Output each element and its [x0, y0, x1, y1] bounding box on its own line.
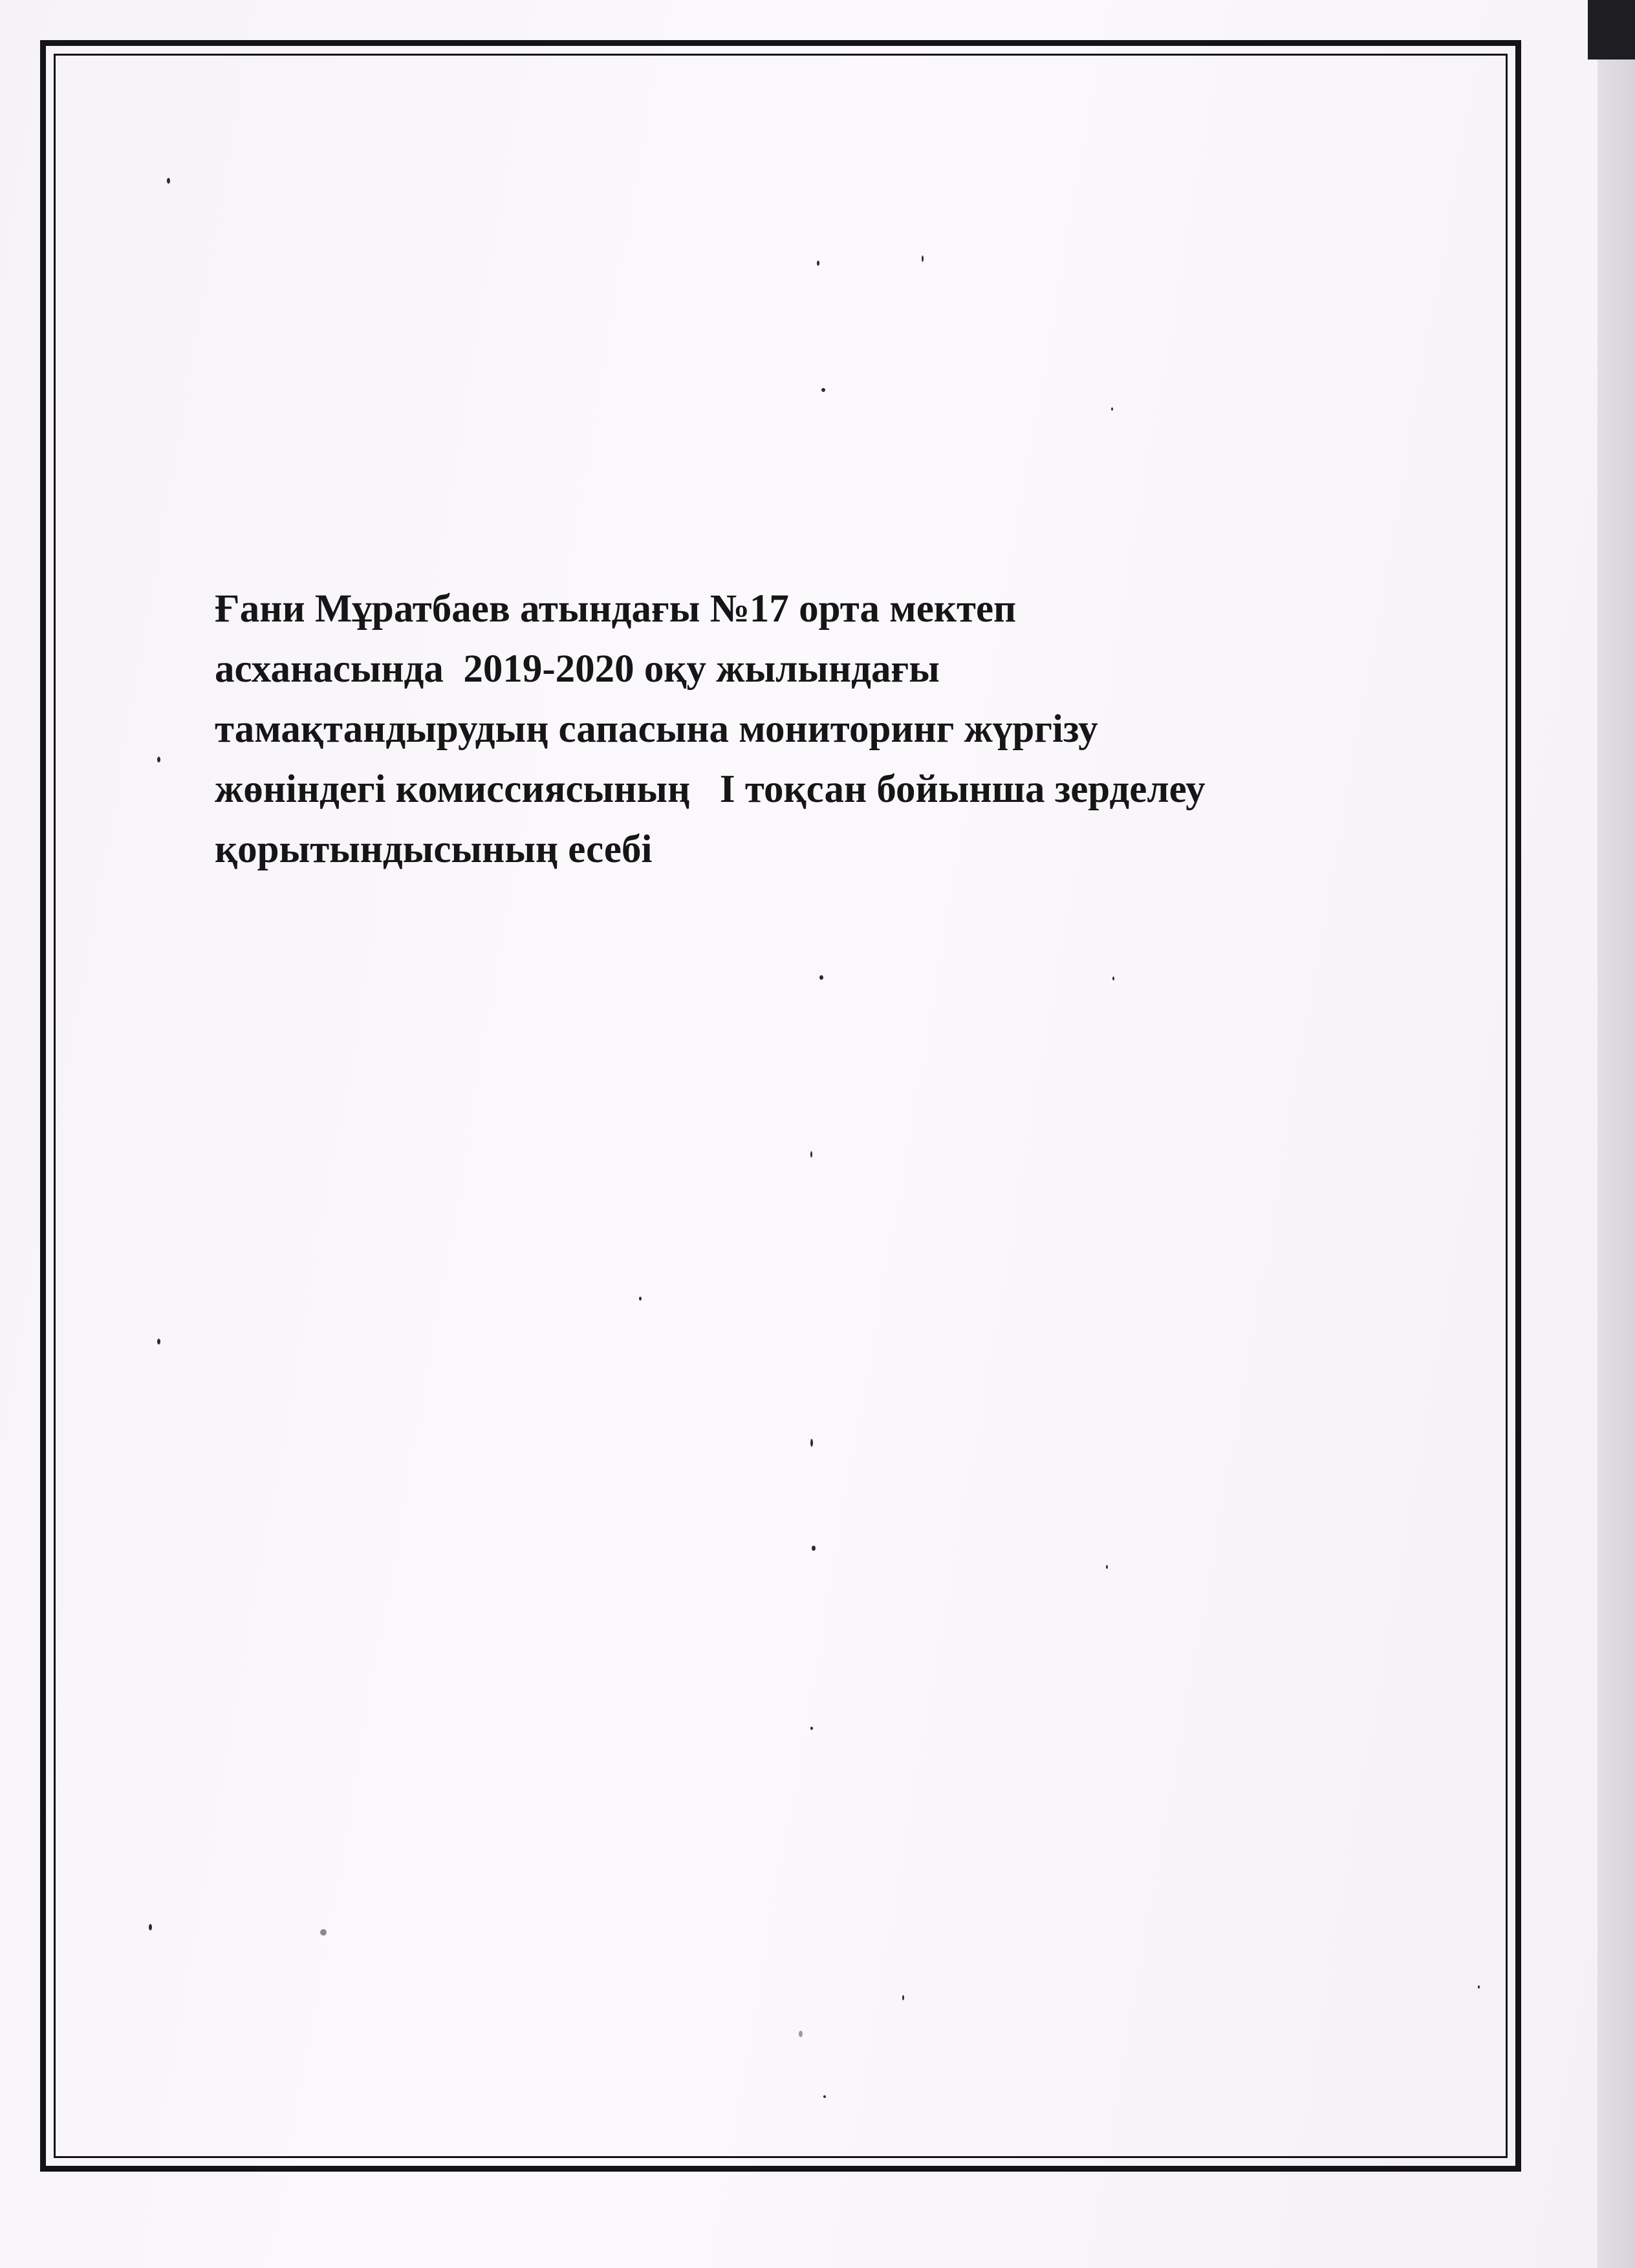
scan-speck	[1111, 407, 1113, 411]
scan-speck	[819, 975, 823, 980]
page-border-inner	[54, 54, 1508, 2158]
scan-speck	[157, 1339, 160, 1345]
scan-speck	[823, 2095, 826, 2098]
scan-speck	[902, 1995, 904, 2000]
document-title	[215, 579, 1476, 880]
title-line-4: жөніндегі комиссиясының І тоқсан бойынша зерделеу	[215, 768, 1206, 811]
title-line-5: қорытындысының есебі	[215, 828, 653, 871]
scan-speck	[1112, 977, 1114, 980]
scan-speck	[157, 757, 160, 762]
scan-speck	[810, 1727, 813, 1730]
scan-speck	[817, 261, 819, 266]
scan-speck	[167, 178, 170, 184]
scan-speck	[1478, 1985, 1480, 1989]
scan-speck	[639, 1297, 642, 1301]
scan-speck	[922, 255, 924, 262]
scan-speck	[812, 1546, 816, 1551]
scan-speck	[821, 388, 825, 392]
title-line-3: тамақтандырудың сапасына мониторинг жүргізу	[215, 707, 1098, 751]
scan-speck	[1106, 1565, 1108, 1569]
title-line-2: асханасында 2019-2020 оқу жылындағы	[215, 647, 940, 691]
scan-speck	[810, 1439, 813, 1447]
scan-background-edge	[1597, 0, 1635, 2268]
scan-speck	[810, 1151, 812, 1158]
scan-speck	[149, 1924, 152, 1930]
scan-speck	[320, 1929, 327, 1936]
scan-speck	[799, 2031, 803, 2037]
title-line-1: Ғани Мұратбаев атындағы №17 орта мектеп	[215, 587, 1017, 631]
scan-dark-corner	[1588, 0, 1635, 59]
